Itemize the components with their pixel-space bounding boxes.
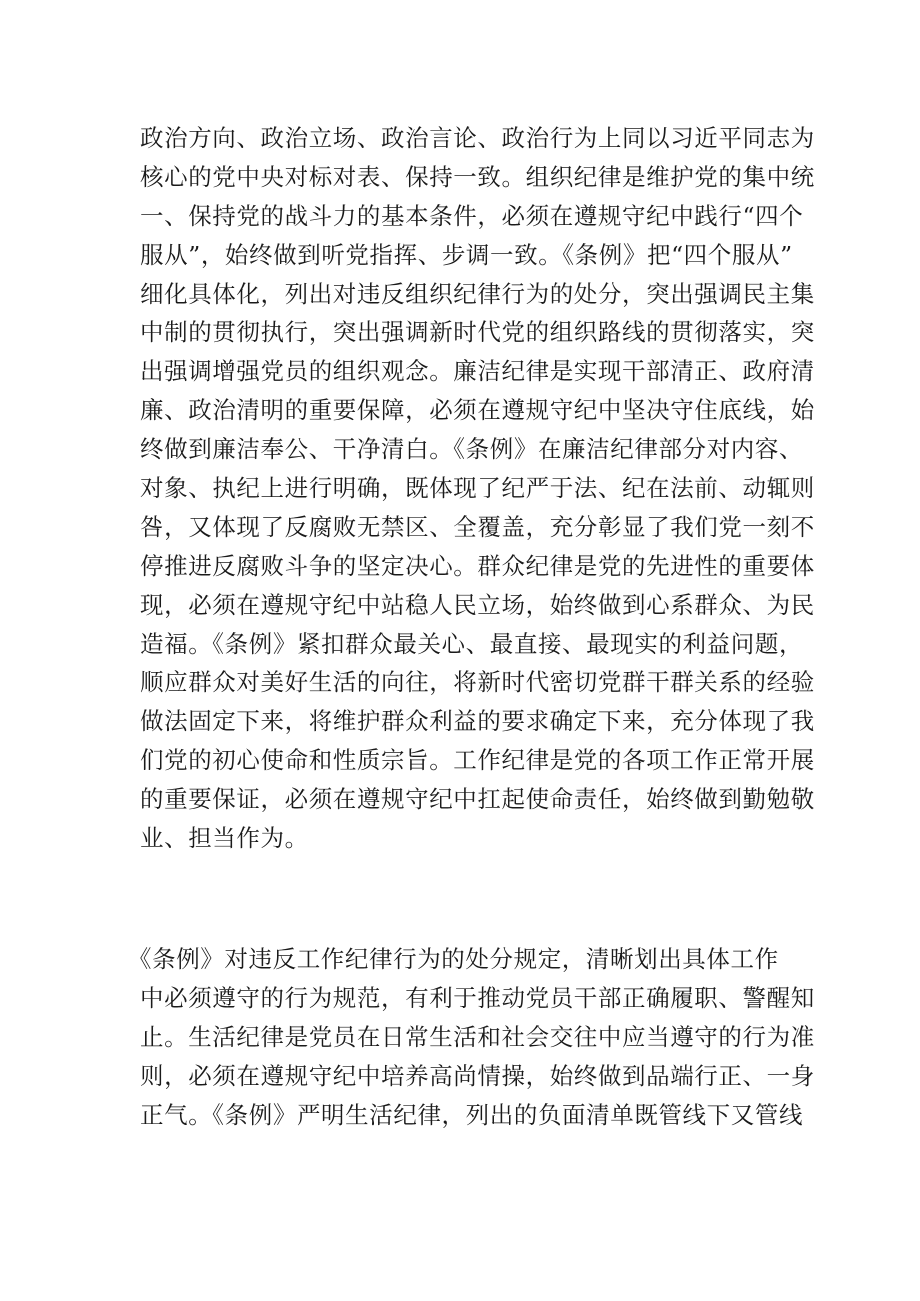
text-line: 政治方向、政治立场、政治言论、政治行为上同以习近平同志为 [140, 124, 815, 152]
text-line: 业、担当作为。 [140, 824, 309, 853]
text-line: 《条例》对违反工作纪律行为的处分规定，清晰划出具体工作 [128, 945, 779, 973]
text-line: 正气。《条例》严明生活纪律，列出的负面清单既管线下又管线 [140, 1100, 804, 1129]
text-line: 造福。《条例》紧扣群众最关心、最直接、最现实的利益问题， [140, 629, 804, 658]
text-line: 中必须遵守的行为规范，有利于推动党员干部正确履职、警醒知 [140, 983, 815, 1012]
text-line: 一、保持党的战斗力的基本条件，必须在遵规守纪中践行“四个 [140, 201, 804, 230]
text-line: 咎，又体现了反腐败无禁区、全覆盖，充分彰显了我们党一刻不 [140, 512, 815, 541]
body-paragraph-1 [140, 119, 815, 858]
text-line: 顺应群众对美好生活的向往，将新时代密切党群干群关系的经验 [140, 668, 815, 697]
text-line: 廉、政治清明的重要保障，必须在遵规守纪中坚决守住底线，始 [140, 396, 815, 425]
text-line: 做法固定下来，将维护群众利益的要求确定下来，充分体现了我 [140, 707, 815, 736]
text-line: 终做到廉洁奉公、干净清白。《条例》在廉洁纪律部分对内容、 [140, 435, 804, 464]
text-line: 的重要保证，必须在遵规守纪中扛起使命责任，始终做到勤勉敬 [140, 785, 815, 814]
text-line: 则，必须在遵规守纪中培养高尚情操，始终做到品端行正、一身 [140, 1061, 815, 1090]
text-line: 细化具体化，列出对违反组织纪律行为的处分，突出强调民主集 [140, 279, 815, 308]
text-line: 现，必须在遵规守纪中站稳人民立场，始终做到心系群众、为民 [140, 590, 815, 619]
text-line: 停推进反腐败斗争的坚定决心。群众纪律是党的先进性的重要体 [140, 551, 815, 580]
text-line: 服从”，始终做到听党指挥、步调一致。《条例》把“四个服从” [140, 240, 793, 269]
text-line: 中制的贯彻执行，突出强调新时代党的组织路线的贯彻落实，突 [140, 318, 815, 347]
text-line: 核心的党中央对标对表、保持一致。组织纪律是维护党的集中统 [140, 162, 815, 191]
text-line: 止。生活纪律是党员在日常生活和社会交往中应当遵守的行为准 [140, 1022, 815, 1051]
text-line: 们党的初心使命和性质宗旨。工作纪律是党的各项工作正常开展 [140, 746, 815, 775]
text-line: 出强调增强党员的组织观念。廉洁纪律是实现干部清正、政府清 [140, 357, 815, 386]
body-paragraph-2 [128, 940, 815, 1134]
text-line: 对象、执纪上进行明确，既体现了纪严于法、纪在法前、动辄则 [140, 474, 815, 503]
